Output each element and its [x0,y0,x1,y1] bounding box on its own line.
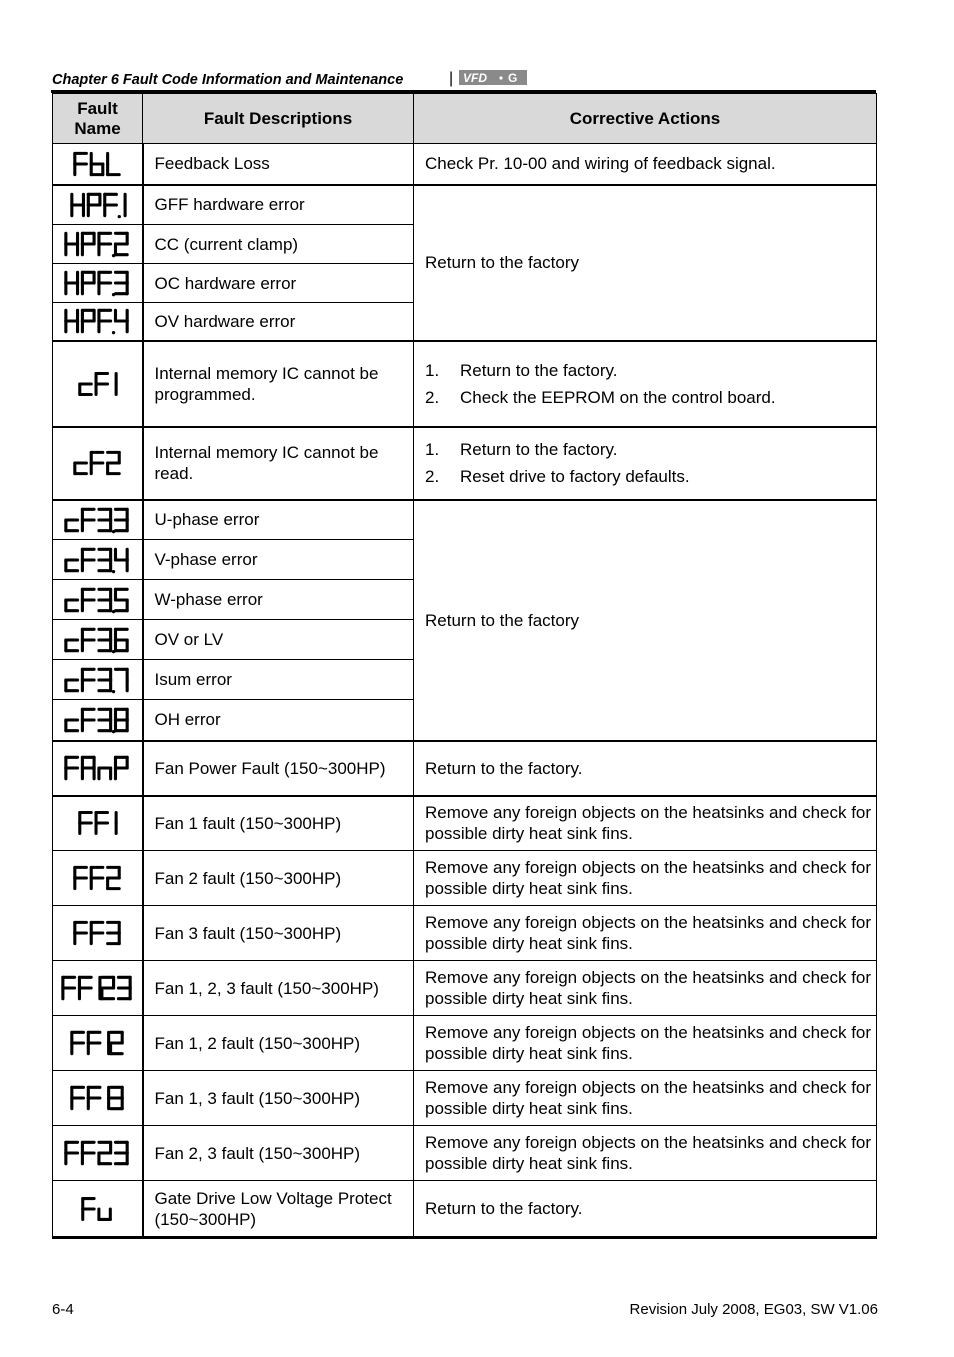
fault-description: Fan 1 fault (150~300HP) [143,796,414,851]
fault-description: OH error [143,700,414,741]
fault-code-cell [53,225,143,264]
col-header-fault-name: Fault Name [53,94,143,144]
fault-code-cell [53,851,143,906]
table-row [53,796,877,851]
corrective-action: Return to the factory [414,185,877,341]
table-row [53,961,877,1016]
fault-code-cell [53,961,143,1016]
table-row [53,906,877,961]
table-row [53,185,877,225]
corrective-action [414,341,877,427]
chapter-title: Chapter 6 Fault Code Information and Maintenance [52,72,404,88]
svg-text:VFD: VFD [463,71,487,85]
fault-code-display [58,974,136,1002]
fault-code-cell [53,427,143,500]
fault-description: Internal memory IC cannot be programmed. [143,341,414,427]
table-row [53,741,877,796]
fault-code-display [61,506,133,534]
fault-code-cell [53,264,143,303]
corrective-action: Return to the factory. [414,1181,877,1238]
fault-code-display [61,626,133,654]
table-row [53,1071,877,1126]
action-step [425,463,876,490]
fault-code-cell [53,700,143,741]
corrective-action: Return to the factory [414,500,877,741]
corrective-action [414,427,877,500]
fault-code-display [61,1139,133,1167]
fault-description: Fan 1, 2, 3 fault (150~300HP) [143,961,414,1016]
fault-description: GFF hardware error [143,185,414,225]
fault-code-display [70,150,125,178]
action-step-number: 1. [425,440,440,459]
fault-description: Internal memory IC cannot be read. [143,427,414,500]
fault-description: Fan Power Fault (150~300HP) [143,741,414,796]
col-header-fault-descriptions: Fault Descriptions [143,94,414,144]
fault-code-display [61,307,133,335]
fault-code-display [61,269,133,297]
corrective-action: Remove any foreign objects on the heatsinks and check for possible dirty heat sink fins. [414,1071,877,1126]
corrective-action: Remove any foreign objects on the heatsinks and check for possible dirty heat sink fins. [414,796,877,851]
fault-code-display [70,919,125,947]
fault-description: Fan 3 fault (150~300HP) [143,906,414,961]
fault-code-display [70,864,125,892]
fault-description: Gate Drive Low Voltage Protect (150~300HP) [143,1181,414,1238]
fault-code-cell [53,144,143,185]
fault-code-display [61,230,133,258]
fault-code-cell [53,1016,143,1071]
action-step [425,384,876,411]
action-step-text: Return to the factory. [460,360,618,380]
fault-code-display [61,754,133,782]
fault-code-display [61,666,133,694]
table-row [53,1016,877,1071]
fault-description: V-phase error [143,540,414,580]
fault-code-display [61,586,133,614]
fault-description: Fan 1, 2 fault (150~300HP) [143,1016,414,1071]
action-step-text: Reset drive to factory defaults. [460,467,690,486]
fault-code-display [75,809,119,837]
col-header-corrective-actions: Corrective Actions [414,94,877,144]
action-step-number: 2. [425,387,440,407]
fault-code-cell [53,1181,143,1238]
fault-code-cell [53,185,143,225]
fault-description: Fan 2, 3 fault (150~300HP) [143,1126,414,1181]
corrective-action: Remove any foreign objects on the heatsinks and check for possible dirty heat sink fins. [414,1126,877,1181]
page-number: 6-4 [52,1301,74,1318]
fault-code-display [75,370,119,398]
fault-code-cell [53,500,143,540]
fault-code-cell [53,620,143,660]
corrective-action: Check Pr. 10-00 and wiring of feedback signal. [414,144,877,185]
fault-code-cell [53,660,143,700]
fault-code-cell [53,303,143,341]
fault-code-display [67,191,128,219]
fault-description: Feedback Loss [143,144,414,185]
fault-code-display [78,1195,116,1223]
table-row [53,427,877,500]
fault-description: CC (current clamp) [143,225,414,264]
fault-code-display [70,449,125,477]
page-header [52,70,876,92]
fault-code-cell [53,1126,143,1181]
revision-info: Revision July 2008, EG03, SW V1.06 [629,1301,878,1318]
action-step [425,357,876,384]
fault-description: W-phase error [143,580,414,620]
fault-description: Isum error [143,660,414,700]
fault-code-cell [53,341,143,427]
fault-description: OC hardware error [143,264,414,303]
corrective-action: Remove any foreign objects on the heatsinks and check for possible dirty heat sink fins. [414,906,877,961]
fault-code-table [52,93,877,1239]
table-row [53,500,877,540]
action-step-number: 1. [425,360,440,380]
fault-description: Fan 2 fault (150~300HP) [143,851,414,906]
action-step-text: Check the EEPROM on the control board. [460,387,776,407]
header-separator: | [449,70,454,87]
fault-code-cell [53,540,143,580]
fault-description: U-phase error [143,500,414,540]
corrective-action: Remove any foreign objects on the heatsinks and check for possible dirty heat sink fins. [414,961,877,1016]
fault-code-cell [53,796,143,851]
table-row [53,341,877,427]
table-row [53,1126,877,1181]
corrective-action: Return to the factory. [414,741,877,796]
fault-code-cell [53,580,143,620]
corrective-action: Remove any foreign objects on the heatsinks and check for possible dirty heat sink fins. [414,1016,877,1071]
table-row [53,1181,877,1238]
fault-description: OV hardware error [143,303,414,341]
fault-code-cell [53,906,143,961]
fault-description: OV or LV [143,620,414,660]
fault-code-display [67,1084,128,1112]
fault-code-cell [53,1071,143,1126]
fault-code-display [67,1029,128,1057]
fault-description: Fan 1, 3 fault (150~300HP) [143,1071,414,1126]
fault-code-display [61,546,133,574]
action-step-text: Return to the factory. [460,440,618,459]
table-row [53,144,877,185]
svg-text:G: G [508,71,518,85]
vfd-g-logo [459,70,527,85]
action-step [425,436,876,463]
corrective-action: Remove any foreign objects on the heatsinks and check for possible dirty heat sink fins. [414,851,877,906]
fault-code-cell [53,741,143,796]
fault-code-display [61,706,133,734]
table-row [53,851,877,906]
table-header-row [53,94,877,144]
action-step-number: 2. [425,467,440,486]
